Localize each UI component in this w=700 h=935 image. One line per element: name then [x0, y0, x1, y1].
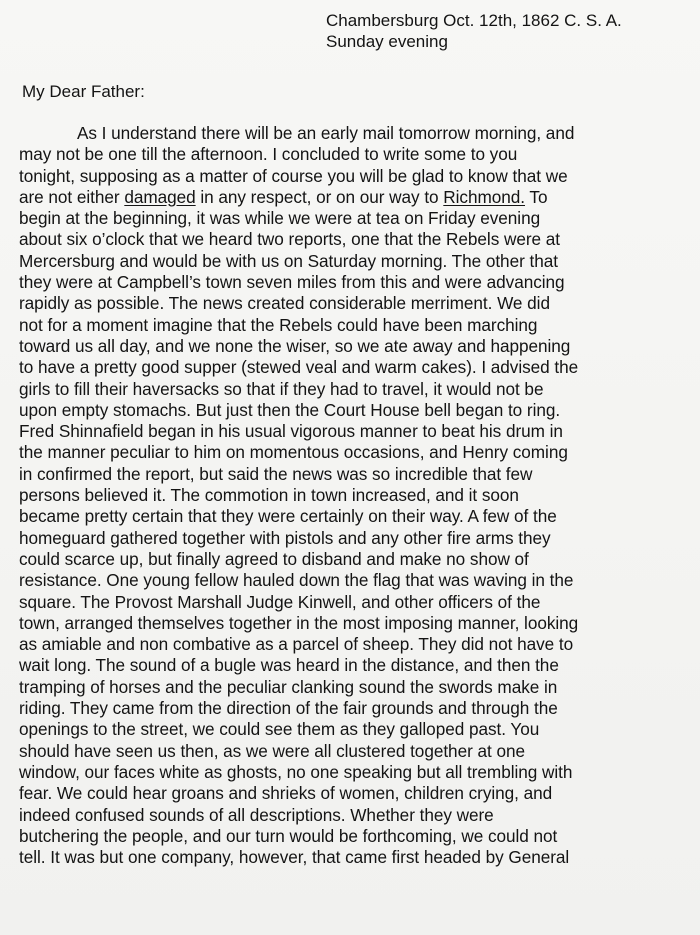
body-line-with-underlines — [19, 187, 689, 208]
body-line: could scarce up, but finally agreed to disband and make no show of — [19, 548, 529, 569]
body-line: window, our faces white as ghosts, no one speaking but all trembling with — [19, 761, 573, 782]
body-line: riding. They came from the direction of the fair grounds and through the — [19, 698, 558, 719]
body-line: toward us all day, and we none the wiser, so we ate away and happening — [19, 335, 571, 356]
body-line: may not be one till the afternoon. I concluded to write some to you — [19, 144, 518, 165]
body-line: As I understand there will be an early mail tomorrow morning, and — [77, 123, 575, 143]
body-line: in confirmed the report, but said the news was so incredible that few — [19, 463, 533, 484]
body-line: not for a moment imagine that the Rebels could have been marching — [19, 314, 538, 335]
body-line: fear. We could hear groans and shrieks of women, children crying, and — [19, 783, 553, 804]
body-line: should have seen us then, as we were all clustered together at one — [19, 740, 525, 761]
body-line: openings to the street, we could see them as they galloped past. You — [19, 719, 540, 740]
body-line: town, arranged themselves together in the most imposing manner, looking — [19, 612, 579, 633]
body-line: the manner peculiar to him on momentous occasions, and Henry coming — [19, 442, 568, 463]
letter-body — [19, 123, 689, 868]
underlined-word: damaged — [124, 186, 196, 207]
body-line: begin at the beginning, it was while we were at tea on Friday evening — [19, 208, 541, 229]
body-line: rapidly as possible. The news created considerable merriment. We did — [19, 293, 550, 314]
line-text: in any respect, or on our way to — [195, 186, 444, 207]
body-line: square. The Provost Marshall Judge Kinwell, and other officers of the — [19, 591, 541, 612]
place-date-line: Chambersburg Oct. 12th, 1862 C. S. A. — [326, 11, 622, 30]
letter-header — [326, 10, 622, 52]
body-line: about six o’clock that we heard two reports, one that the Rebels were at — [19, 229, 560, 250]
body-line: tramping of horses and the peculiar clanking sound the swords make in — [19, 676, 558, 697]
line-text: To — [525, 186, 548, 207]
body-line: as amiable and non combative as a parcel of sheep. They did not have to — [19, 634, 574, 655]
body-line: Fred Shinnafield began in his usual vigorous manner to beat his drum in — [19, 421, 563, 442]
body-line: Mercersburg and would be with us on Saturday morning. The other that — [19, 250, 558, 271]
day-line: Sunday evening — [326, 32, 448, 51]
body-line: tell. It was but one company, however, that came first headed by General — [19, 847, 570, 868]
body-line: tonight, supposing as a matter of course you will be glad to know that we — [19, 165, 568, 186]
underlined-word: Richmond. — [443, 186, 525, 207]
body-line: upon empty stomachs. But just then the Court House bell began to ring. — [19, 399, 561, 420]
body-line: resistance. One young fellow hauled down the flag that was waving in the — [19, 570, 574, 591]
body-line: they were at Campbell’s town seven miles from this and were advancing — [19, 272, 565, 293]
body-line: to have a pretty good supper (stewed veal and warm cakes). I advised the — [19, 357, 579, 378]
body-line: indeed confused sounds of all descriptions. Whether they were — [19, 804, 494, 825]
body-line: girls to fill their haversacks so that if they had to travel, it would not be — [19, 378, 544, 399]
body-line: wait long. The sound of a bugle was heard in the distance, and then the — [19, 655, 559, 676]
body-line: homeguard gathered together with pistols and any other fire arms they — [19, 527, 551, 548]
salutation: My Dear Father: — [22, 82, 145, 101]
line-text: are not either — [19, 186, 125, 207]
body-line: persons believed it. The commotion in town increased, and it soon — [19, 485, 519, 506]
body-line: butchering the people, and our turn would be forthcoming, we could not — [19, 825, 558, 846]
body-line: became pretty certain that they were certainly on their way. A few of the — [19, 506, 557, 527]
